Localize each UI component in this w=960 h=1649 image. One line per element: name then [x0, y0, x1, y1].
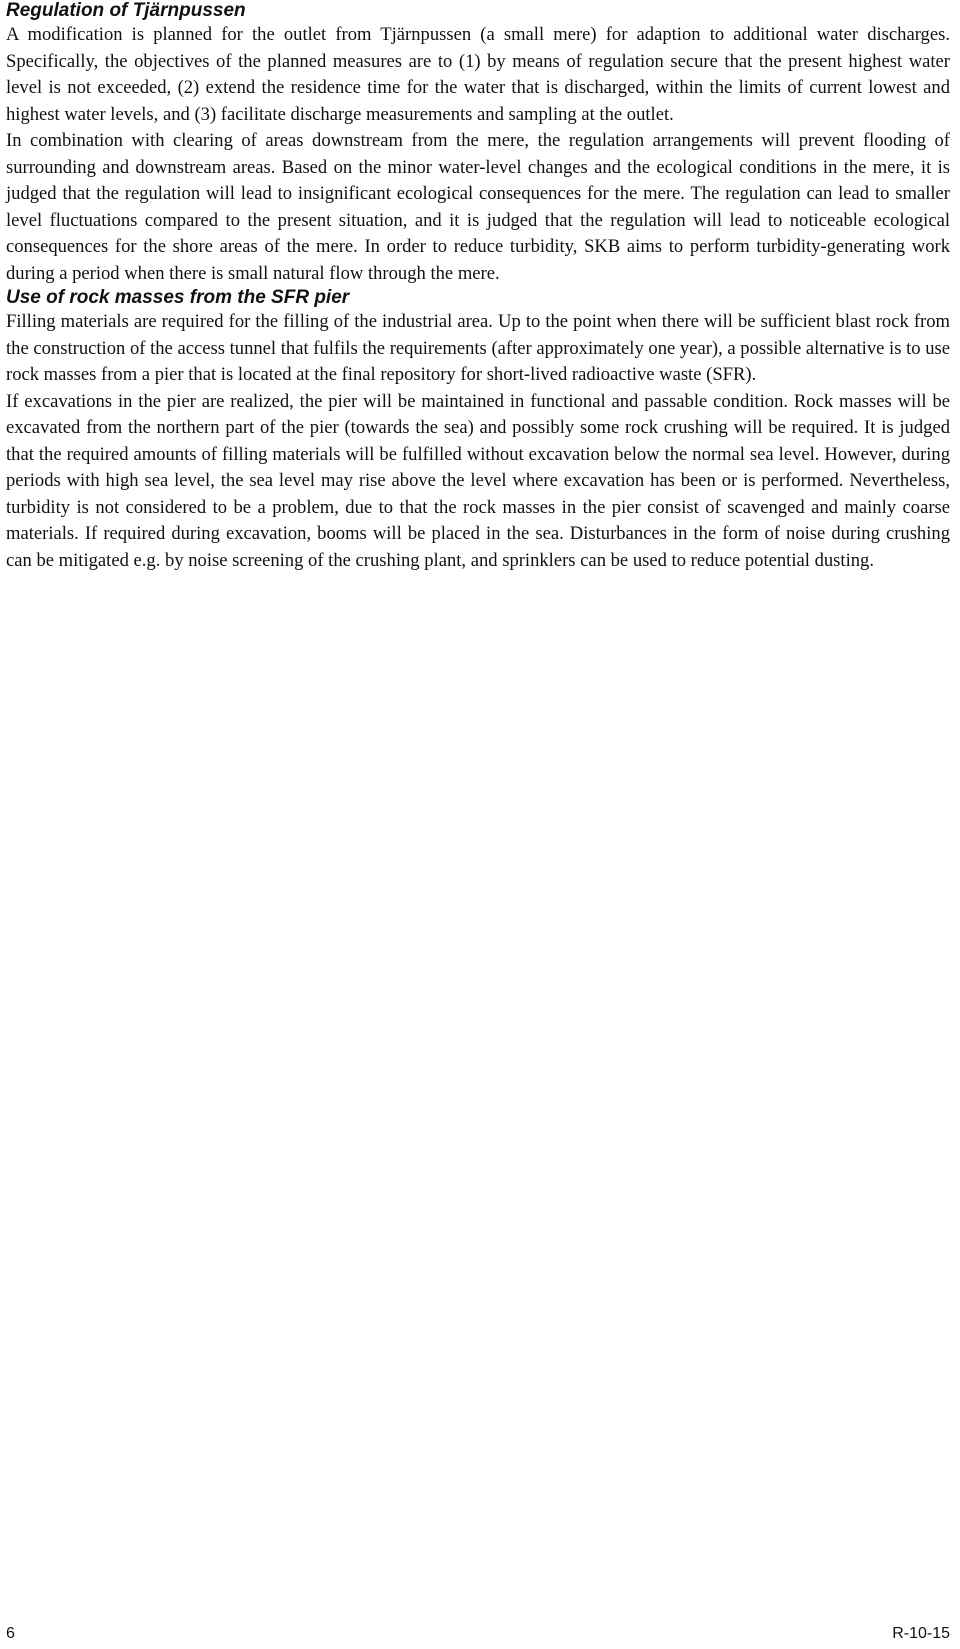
paragraph-regulation-objectives: A modification is planned for the outlet from Tjärnpussen (a small mere) for adaption to additional water discharges. Specifically, the objectives of the planned measures are to (1) by means of regulation secure that the present highest water level is not exceeded, (2) extend the residence time for the water that is discharged, within the limits of current lowest and highest water levels, and (3) facilitate discharge measurements and sampling at the outlet.: [6, 24, 950, 125]
section-heading-regulation: Regulation of Tjärnpussen: [6, 0, 246, 21]
page-number: 6: [6, 1625, 15, 1642]
page-content: [6, 0, 950, 574]
section-heading-sfr-pier: Use of rock masses from the SFR pier: [6, 287, 350, 308]
document-id: R-10-15: [892, 1625, 950, 1642]
page-footer: [0, 1624, 960, 1646]
paragraph-pier-excavation: If excavations in the pier are realized, the pier will be maintained in functional and passable condition. Rock masses will be excavated from the northern part of the pier (towards the sea) and possibly some rock crushing will be required. It is judged that the required amounts of filling materials will be fulfilled without excavation below the normal sea level. However, during periods with high sea level, the sea level may rise above the level where excavation has been or is performed. Nevertheless, turbidity is not considered to be a problem, due to that the rock masses in the pier consist of scavenged and mainly coarse materials. If required during excavation, booms will be placed in the sea. Disturbances in the form of noise during crushing can be mitigated e.g. by noise screening of the crushing plant, and sprinklers can be used to reduce potential dusting.: [6, 390, 950, 571]
paragraph-regulation-consequences: In combination with clearing of areas downstream from the mere, the regulation arrangements will prevent flooding of surrounding and downstream areas. Based on the minor water-level changes and the ecological conditions in the mere, it is judged that the regulation will lead to insignificant ecological consequences for the mere. The regulation can lead to smaller level fluctuations compared to the present situation, and it is judged that the regulation will lead to noticeable ecological consequences for the shore areas of the mere. In order to reduce turbidity, SKB aims to perform turbidity-generating work during a period when there is small natural flow through the mere.: [6, 130, 950, 284]
paragraph-filling-materials: Filling materials are required for the filling of the industrial area. Up to the point when there will be sufficient blast rock from the construction of the access tunnel that fulfils the requirements (after approximately one year), a possible alternative is to use rock masses from a pier that is located at the final repository for short-lived radioactive waste (SFR).: [6, 311, 950, 385]
